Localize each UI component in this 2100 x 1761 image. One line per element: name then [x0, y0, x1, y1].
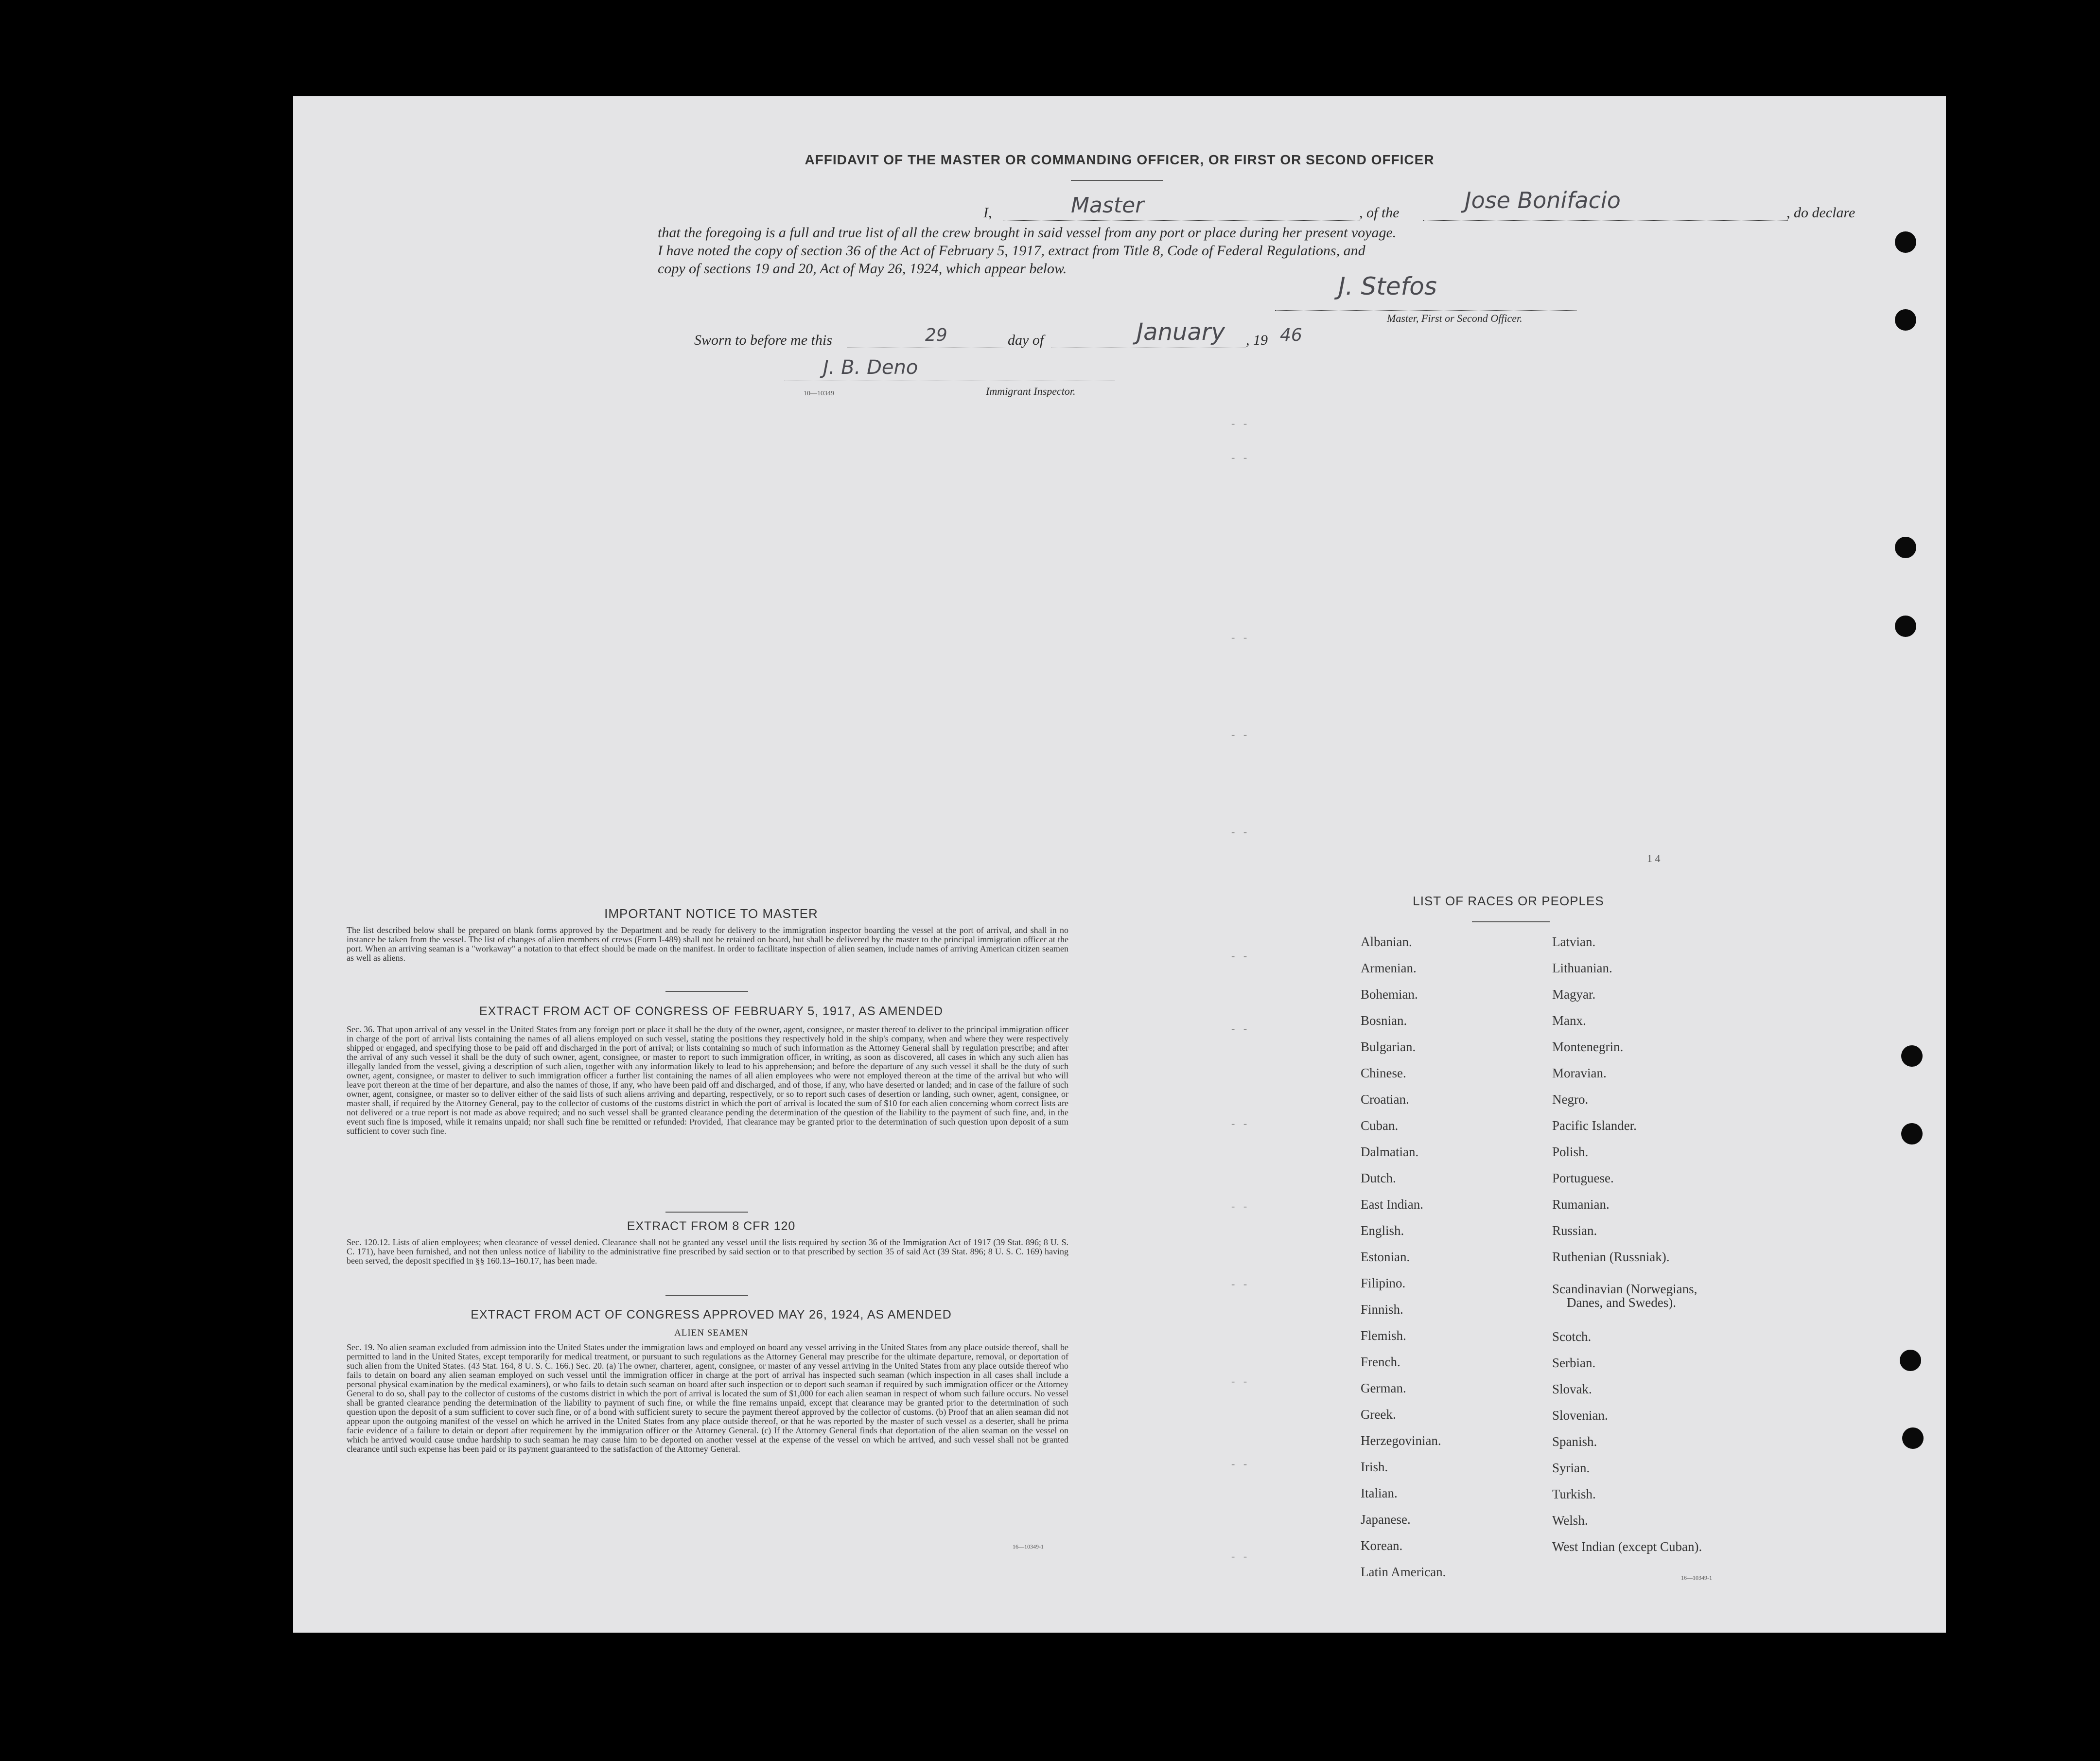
binder-hole	[1901, 1123, 1923, 1145]
inspector-signature: J. B. Deno	[823, 356, 918, 379]
ditto-mark: - -	[1231, 417, 1250, 429]
extract-rule	[665, 1212, 748, 1213]
declaration-body-line: copy of sections 19 and 20, Act of May 26, 1924, which appear below.	[658, 261, 1067, 277]
extract-1917-text: Sec. 36. That upon arrival of any vessel in the United States from any foreign port or place it shall be the duty of the owner, agent, consignee, or master thereof to deliver to the principal immigration officer in charge of the port of arrival lists containing the names of all aliens employed on such vessel, stating the positions they respectively hold in the ship's company, when and where they were respectively shipped or engaged, and specifying those to be paid off and discharged in the port of arrival; or lists containing so much of such information as the Attorney General shall by regulation prescribe; and after the arrival of any such vessel it shall be the duty of such owner, agent, consignee, or master to report to such immigration officer, in writing, as soon as discovered, all cases in which any such alien has illegally landed from the vessel, giving a description of such alien, together with any information likely to lead to his apprehension; and before the departure of any such vessel it shall be the duty of such owner, agent, consignee, or master to deliver to such immigration officer a further list containing the names of all alien employees who were not employed thereon at the time of the arrival but who will leave port thereon at the time of her departure, and also the names of those, if any, who have been paid off and discharged, and of those, if any, who have deserted or landed; and in case of the failure of such owner, agent, consignee, or master so to deliver either of the said lists of such aliens arriving and departing, respectively, or so to report such cases of desertion or landing, such owner, agent, consignee, or master shall, if required by the Attorney General, pay to the collector of customs of the customs district in which the port of arrival is located the sum of $10 for each alien concerning whom correct lists are not delivered or a true report is not made as above required; and no such vessel shall be granted clearance pending the determination of the question of the liability to the payment of such fine, and, in the event such fine is imposed, while it remains unpaid; nor shall such fine be remitted or refunded: Provided, That clearance may be granted prior to the determination of such question upon deposit of a sum sufficient to cover such fine.	[347, 1024, 1068, 1136]
notice-title: IMPORTANT NOTICE TO MASTER	[604, 906, 818, 921]
month-handwritten: January	[1137, 318, 1225, 346]
stray-mark: 1 4	[1647, 852, 1661, 864]
sworn-label: Sworn to before me this	[694, 332, 832, 348]
signature-caption: Master, First or Second Officer.	[1387, 312, 1522, 324]
ditto-mark: - -	[1231, 451, 1250, 463]
race-item: Rumanian.	[1552, 1197, 1610, 1212]
binder-hole	[1895, 309, 1916, 331]
master-signature: J. Stefos	[1338, 272, 1437, 300]
notice-rule	[665, 991, 748, 992]
extract-1924-title: EXTRACT FROM ACT OF CONGRESS APPROVED MAY 26, 1924, AS AMENDED	[471, 1308, 952, 1321]
extract-1917-title: EXTRACT FROM ACT OF CONGRESS OF FEBRUARY 5, 1917, AS AMENDED	[479, 1004, 944, 1018]
binder-hole	[1900, 1350, 1921, 1371]
inspector-caption: Immigrant Inspector.	[986, 385, 1076, 397]
race-item: Armenian.	[1361, 961, 1417, 975]
race-item: Irish.	[1361, 1460, 1388, 1474]
form-code: 10—10349	[804, 390, 834, 397]
race-item: Ruthenian (Russniak).	[1552, 1250, 1670, 1264]
race-item: Flemish.	[1361, 1328, 1406, 1343]
race-item: Bohemian.	[1361, 987, 1418, 1002]
race-item: Welsh.	[1552, 1513, 1588, 1528]
race-item: Spanish.	[1552, 1434, 1597, 1449]
race-item: Negro.	[1552, 1092, 1589, 1107]
officer-rank-handwritten: Master	[1071, 193, 1144, 218]
race-item: Syrian.	[1552, 1461, 1590, 1475]
document-sheet	[293, 96, 1946, 1633]
day-of-label: day of	[1008, 332, 1044, 348]
vessel-name-handwritten: Jose Bonifacio	[1465, 187, 1621, 213]
race-item: Moravian.	[1552, 1066, 1607, 1080]
race-item: West Indian (except Cuban).	[1552, 1539, 1702, 1554]
ditto-mark: - -	[1231, 950, 1250, 962]
race-item: English.	[1361, 1223, 1404, 1238]
race-item: Latvian.	[1552, 934, 1596, 949]
race-item: Herzegovinian.	[1361, 1433, 1441, 1448]
declaration-body	[658, 224, 1873, 278]
race-item: Polish.	[1552, 1145, 1589, 1159]
extract-code: 16—10349-1	[1013, 1543, 1044, 1550]
race-item: Dutch.	[1361, 1171, 1396, 1185]
race-item: Japanese.	[1361, 1512, 1411, 1527]
year-prefix: , 19	[1246, 332, 1268, 348]
race-item: French.	[1361, 1355, 1400, 1369]
affidavit-title: AFFIDAVIT OF THE MASTER OR COMMANDING OFFICER, OR FIRST OR SECOND OFFICER	[805, 152, 1435, 167]
race-item: Estonian.	[1361, 1250, 1410, 1264]
ditto-mark: - -	[1231, 1022, 1250, 1035]
binder-hole	[1902, 1427, 1924, 1449]
extract-1924-subtitle: ALIEN SEAMEN	[674, 1328, 748, 1338]
year-handwritten: 46	[1280, 325, 1302, 345]
race-item: Albanian.	[1361, 934, 1412, 949]
race-item: Greek.	[1361, 1407, 1396, 1422]
race-item: Magyar.	[1552, 987, 1596, 1002]
race-item: Chinese.	[1361, 1066, 1406, 1080]
race-item: Italian.	[1361, 1486, 1398, 1500]
races-code: 16—10349-1	[1681, 1574, 1712, 1581]
race-item: East Indian.	[1361, 1197, 1423, 1212]
race-item: Manx.	[1552, 1013, 1586, 1028]
race-item: Slovak.	[1552, 1382, 1592, 1396]
i-label: I,	[983, 205, 992, 221]
binder-hole	[1895, 231, 1916, 253]
of-the-label: , of the	[1359, 205, 1400, 221]
race-item: Scandinavian (Norwegians,	[1552, 1282, 1698, 1296]
declaration-body-line: I have noted the copy of section 36 of the Act of February 5, 1917, extract from Title 8, Code of Federal Regulations, and	[658, 243, 1365, 259]
race-item: German.	[1361, 1381, 1406, 1395]
race-item: Bosnian.	[1361, 1013, 1407, 1028]
ditto-mark: - -	[1231, 1117, 1250, 1129]
ditto-mark: - -	[1231, 631, 1250, 643]
ditto-mark: - -	[1231, 1200, 1250, 1212]
races-title: LIST OF RACES OR PEOPLES	[1413, 894, 1604, 908]
binder-hole	[1895, 537, 1916, 558]
ditto-mark: - -	[1231, 1375, 1250, 1387]
race-item: Russian.	[1552, 1223, 1597, 1238]
race-item: Serbian.	[1552, 1356, 1596, 1370]
ditto-mark: - -	[1231, 1550, 1250, 1562]
race-item: Filipino.	[1361, 1276, 1406, 1290]
rank-rule	[1003, 220, 1360, 221]
race-item: Turkish.	[1552, 1487, 1596, 1501]
race-item: Montenegrin.	[1552, 1039, 1624, 1054]
declaration-line	[682, 187, 1873, 225]
extract-cfr-title: EXTRACT FROM 8 CFR 120	[627, 1219, 796, 1233]
signature-rule	[1275, 310, 1576, 311]
races-rule	[1472, 921, 1550, 922]
race-item: Danes, and Swedes).	[1567, 1295, 1676, 1310]
ditto-mark: - -	[1231, 728, 1250, 740]
race-item: Pacific Islander.	[1552, 1118, 1637, 1133]
binder-hole	[1901, 1045, 1923, 1067]
race-item: Lithuanian.	[1552, 961, 1612, 975]
title-rule	[1071, 180, 1163, 181]
day-handwritten: 29	[925, 325, 947, 345]
race-item: Bulgarian.	[1361, 1039, 1416, 1054]
do-declare-label: , do declare	[1786, 205, 1855, 221]
ditto-mark: - -	[1231, 1278, 1250, 1290]
binder-hole	[1895, 616, 1916, 637]
race-item: Scotch.	[1552, 1329, 1592, 1344]
race-item: Croatian.	[1361, 1092, 1409, 1107]
race-item: Korean.	[1361, 1538, 1403, 1553]
race-item: Slovenian.	[1552, 1408, 1608, 1423]
race-item: Latin American.	[1361, 1565, 1446, 1579]
declaration-body-line: that the foregoing is a full and true list of all the crew brought in said vessel from any port or place during her present voyage.	[658, 225, 1397, 241]
notice-text: The list described below shall be prepared on blank forms approved by the Department and be ready for delivery to the immigration inspector boarding the vessel at the port of arrival, and shall in no instance be taken from the vessel. The list of changes of alien members of crews (Form I-489) shall not be retained on board, but shall be delivered by the master to the principal immigration officer at the port. When an arriving seaman is a "workaway" a notation to that effect should be made on the manifest. In order to facilitate inspection of alien seamen, include names of arriving American citizen seamen as well as aliens.	[347, 925, 1068, 963]
race-item: Finnish.	[1361, 1302, 1403, 1317]
ditto-mark: - -	[1231, 1458, 1250, 1470]
extract-1924-text: Sec. 19. No alien seaman excluded from admission into the United States under the immigration laws and employed on board any vessel arriving in the United States from any place outside thereof, shall be permitted to land in the United States, except temporarily for medical treatment, or pursuant to such regulations as the Attorney General may prescribe for the ultimate departure, removal, or deportation of such alien from the United States. (43 Stat. 164, 8 U. S. C. 166.) Sec. 20. (a) The owner, charterer, agent, consignee, or master of any vessel arriving in the United States from any place outside thereof who fails to detain on board any alien seaman employed on such vessel until the immigration officer in charge at the port of arrival has inspected such seaman (which inspection in all cases shall include a personal physical examination by the medical examiners), or who fails to detain such seaman on board after such inspection or to deport such seaman if required by such immigration officer or the Attorney General to do so, shall pay to the collector of customs of the customs district in which the port of arrival is located the sum of $1,000 for each alien seaman in respect of whom such failure occurs. No vessel shall be granted clearance pending the determination of the liability to payment of such fine, or while the fine remains unpaid, except that clearance may be granted prior to the determination of such question upon the deposit of a sum sufficient to cover such fine, or of a bond with sufficient surety to secure the payment thereof approved by the collector of customs. (b) Proof that an alien seaman did not appear upon the outgoing manifest of the vessel on which he arrived in the United States from any place outside thereof, or that he was reported by the master of such vessel as a deserter, shall be prima facie evidence of a failure to detain or deport after requirement by the immigration officer or the Attorney General. (c) If the Attorney General finds that deportation of the alien seaman on the vessel on which he arrived would cause undue hardship to such seaman he may cause him to be deported on another vessel at the expense of the vessel on which he arrived, and such vessel shall not be granted clearance until such expense has been paid or its payment guaranteed to the satisfaction of the Attorney General.	[347, 1342, 1068, 1454]
race-item: Cuban.	[1361, 1118, 1399, 1133]
race-item: Dalmatian.	[1361, 1145, 1419, 1159]
extract-cfr-text: Sec. 120.12. Lists of alien employees; when clearance of vessel denied. Clearance shall not be granted any vessel until the lists required by section 36 of the Immigration Act of 1917 (39 Stat. 896; 8 U. S. C. 171), have been furnished, and not then unless notice of liability to the administrative fine prescribed by said section or to that prescribed by section 35 of said Act (39 Stat. 896; 8 U. S. C. 169) having been served, the deposit specified in §§ 160.13–160.17, has been made.	[347, 1237, 1068, 1266]
vessel-rule	[1423, 220, 1788, 221]
ditto-mark: - -	[1231, 826, 1250, 838]
extract-rule	[665, 1295, 748, 1296]
race-item: Portuguese.	[1552, 1171, 1614, 1185]
